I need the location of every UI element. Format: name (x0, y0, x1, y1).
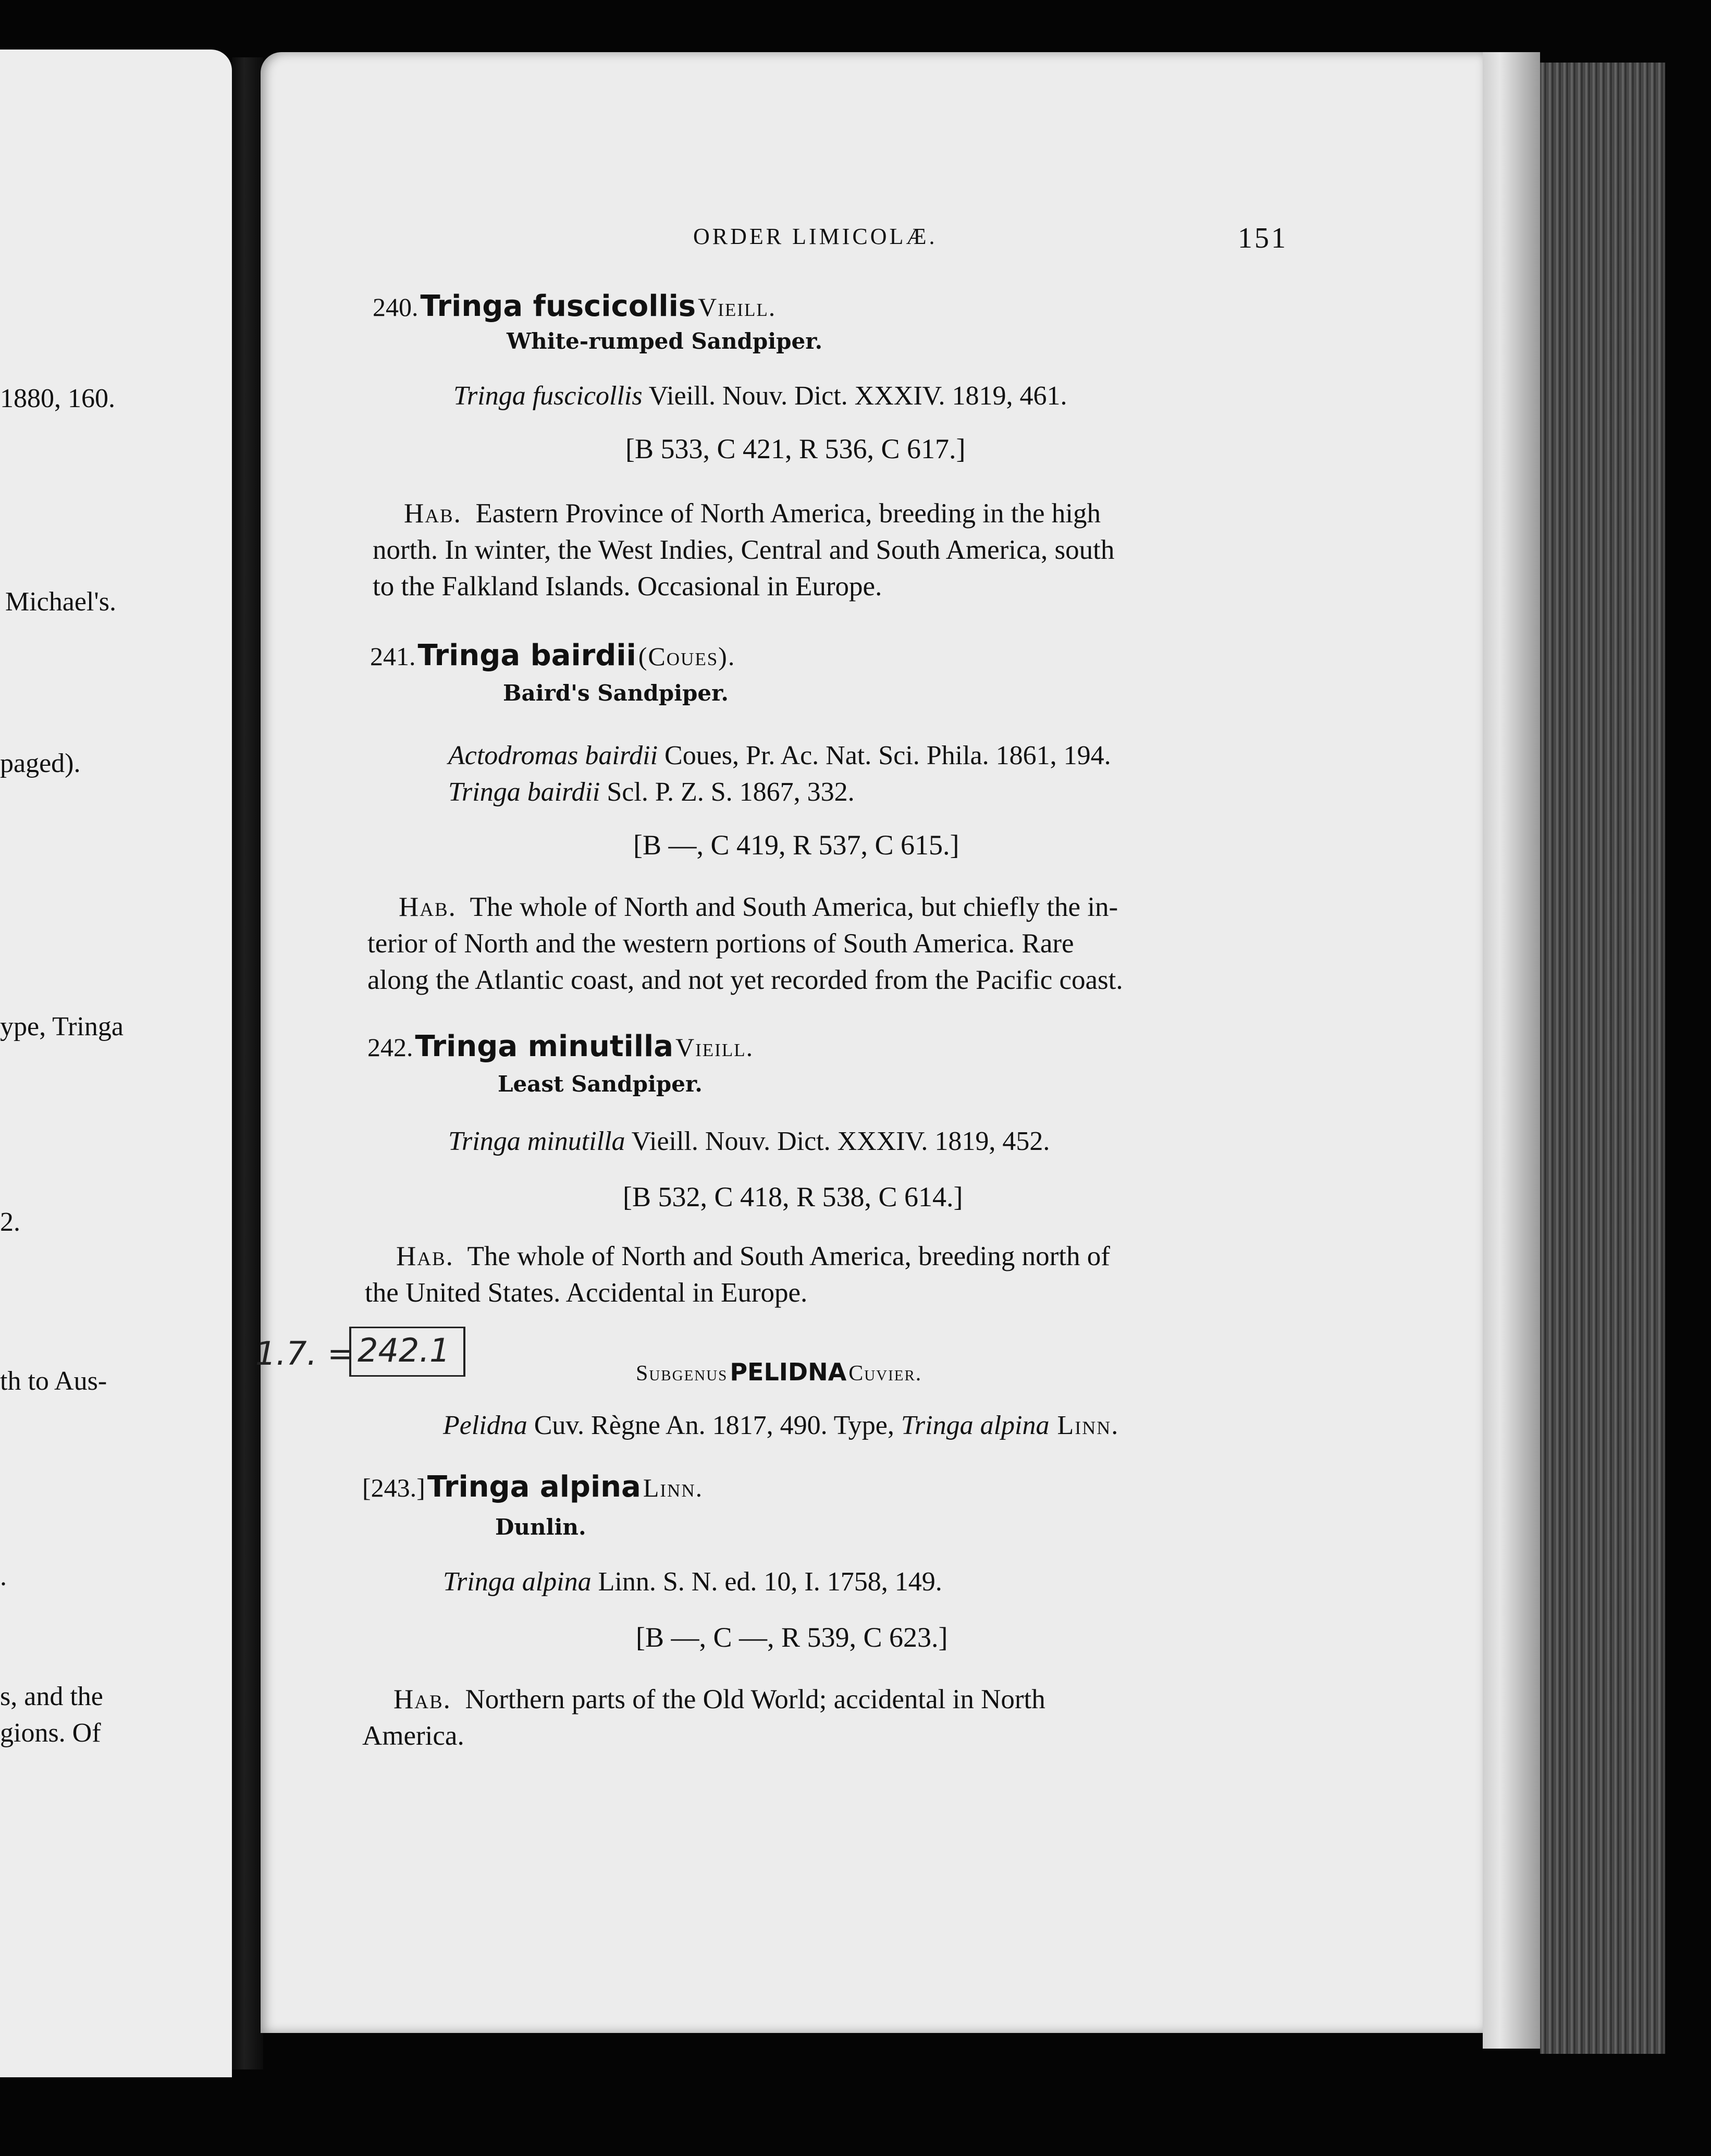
citation-taxon: Tringa fuscicollis (453, 381, 643, 411)
synonymy-citation: Actodromas bairdii Coues, Pr. Ac. Nat. Sci. Phila. 1861, 194. (448, 741, 1111, 770)
habitat-line: to the Falkland Islands. Occasional in Europe. (373, 571, 882, 602)
left-fragment: Michael's. (5, 587, 116, 617)
species-name: Tringa alpina (427, 1470, 641, 1504)
species-authority: Linn. (643, 1473, 704, 1502)
habitat-line: Hab. The whole of North and South America, breeding north of (396, 1241, 1110, 1271)
subgenus-name: PELIDNA (730, 1358, 847, 1386)
species-number: 242. (367, 1033, 413, 1062)
subgenus-heading: Subgenus PELIDNA Cuvier. (636, 1358, 922, 1386)
species-heading (373, 289, 776, 323)
left-fragment: 2. (0, 1207, 20, 1237)
page-edge (1483, 52, 1540, 2049)
habitat-line: the United States. Accidental in Europe. (365, 1278, 808, 1308)
left-fragment: paged). (0, 749, 81, 778)
page-number: 151 (1238, 222, 1288, 254)
left-fragment: . (0, 1562, 7, 1591)
habitat-line: terior of North and the western portions of South America. Rare (367, 928, 1074, 959)
habitat-line: Hab. Eastern Province of North America, breeding in the high (404, 498, 1101, 529)
book-block-edge (1540, 63, 1665, 2054)
habitat-paragraph (367, 889, 1279, 998)
synonymy-citation: Tringa minutilla Vieill. Nouv. Dict. XXXIV. 1819, 452. (448, 1126, 1050, 1156)
species-heading (370, 639, 735, 672)
synonymy-citation: Tringa alpina Linn. S. N. ed. 10, I. 1758, 149. (443, 1567, 942, 1597)
common-name: Least Sandpiper. (498, 1071, 703, 1097)
species-number: 241. (370, 642, 416, 671)
habitat-paragraph (365, 1238, 1277, 1311)
species-number: [243.] (362, 1473, 425, 1502)
species-heading (367, 1030, 754, 1063)
handwritten-annotation: 1.7. = (255, 1334, 354, 1373)
species-number: 240. (373, 292, 418, 322)
common-name: Dunlin. (495, 1514, 586, 1540)
species-name: Tringa minutilla (415, 1030, 674, 1063)
subgenus-citation: Pelidna Cuv. Règne An. 1817, 490. Type, Tringa alpina Linn. (443, 1411, 1119, 1440)
habitat-line: America. (362, 1721, 464, 1751)
running-header: ORDER LIMICOLÆ. (693, 224, 938, 249)
synonymy-citation: Tringa bairdii Scl. P. Z. S. 1867, 332. (448, 777, 855, 807)
reference-numbers: [B —, C —, R 539, C 623.] (636, 1622, 948, 1653)
habitat-line: along the Atlantic coast, and not yet recorded from the Pacific coast. (367, 965, 1123, 995)
left-fragment: ype, Tringa (0, 1012, 124, 1042)
habitat-line: north. In winter, the West Indies, Central and South America, south (373, 535, 1115, 565)
annotation-box (349, 1327, 465, 1377)
left-fragment: gions. Of (0, 1718, 101, 1748)
left-page (0, 50, 232, 2077)
left-fragment: s, and the (0, 1682, 103, 1711)
synonymy-citation: Tringa fuscicollis Vieill. Nouv. Dict. XXXIV. 1819, 461. (453, 381, 1067, 411)
species-name: Tringa bairdii (417, 639, 636, 672)
species-name: Tringa fuscicollis (420, 289, 696, 323)
species-authority: Vieill. (675, 1033, 754, 1062)
species-authority: (Coues). (638, 642, 736, 671)
habitat-paragraph (373, 495, 1285, 605)
annotation-boxed-number: 242.1 (358, 1331, 450, 1369)
common-name: White-rumped Sandpiper. (507, 328, 823, 354)
reference-numbers: [B —, C 419, R 537, C 615.] (633, 829, 959, 861)
species-authority: Vieill. (698, 292, 777, 322)
common-name: Baird's Sandpiper. (503, 680, 729, 706)
habitat-paragraph (362, 1681, 1274, 1754)
species-heading (362, 1470, 703, 1504)
left-fragment: 1880, 160. (0, 384, 115, 413)
reference-numbers: [B 533, C 421, R 536, C 617.] (625, 433, 966, 464)
reference-numbers: [B 532, C 418, R 538, C 614.] (623, 1181, 963, 1212)
habitat-line: Hab. Northern parts of the Old World; accidental in North (393, 1684, 1045, 1714)
book-gutter (232, 57, 263, 2069)
left-fragment: th to Aus- (0, 1366, 107, 1396)
habitat-line: Hab. The whole of North and South America, but chiefly the in- (399, 892, 1118, 922)
